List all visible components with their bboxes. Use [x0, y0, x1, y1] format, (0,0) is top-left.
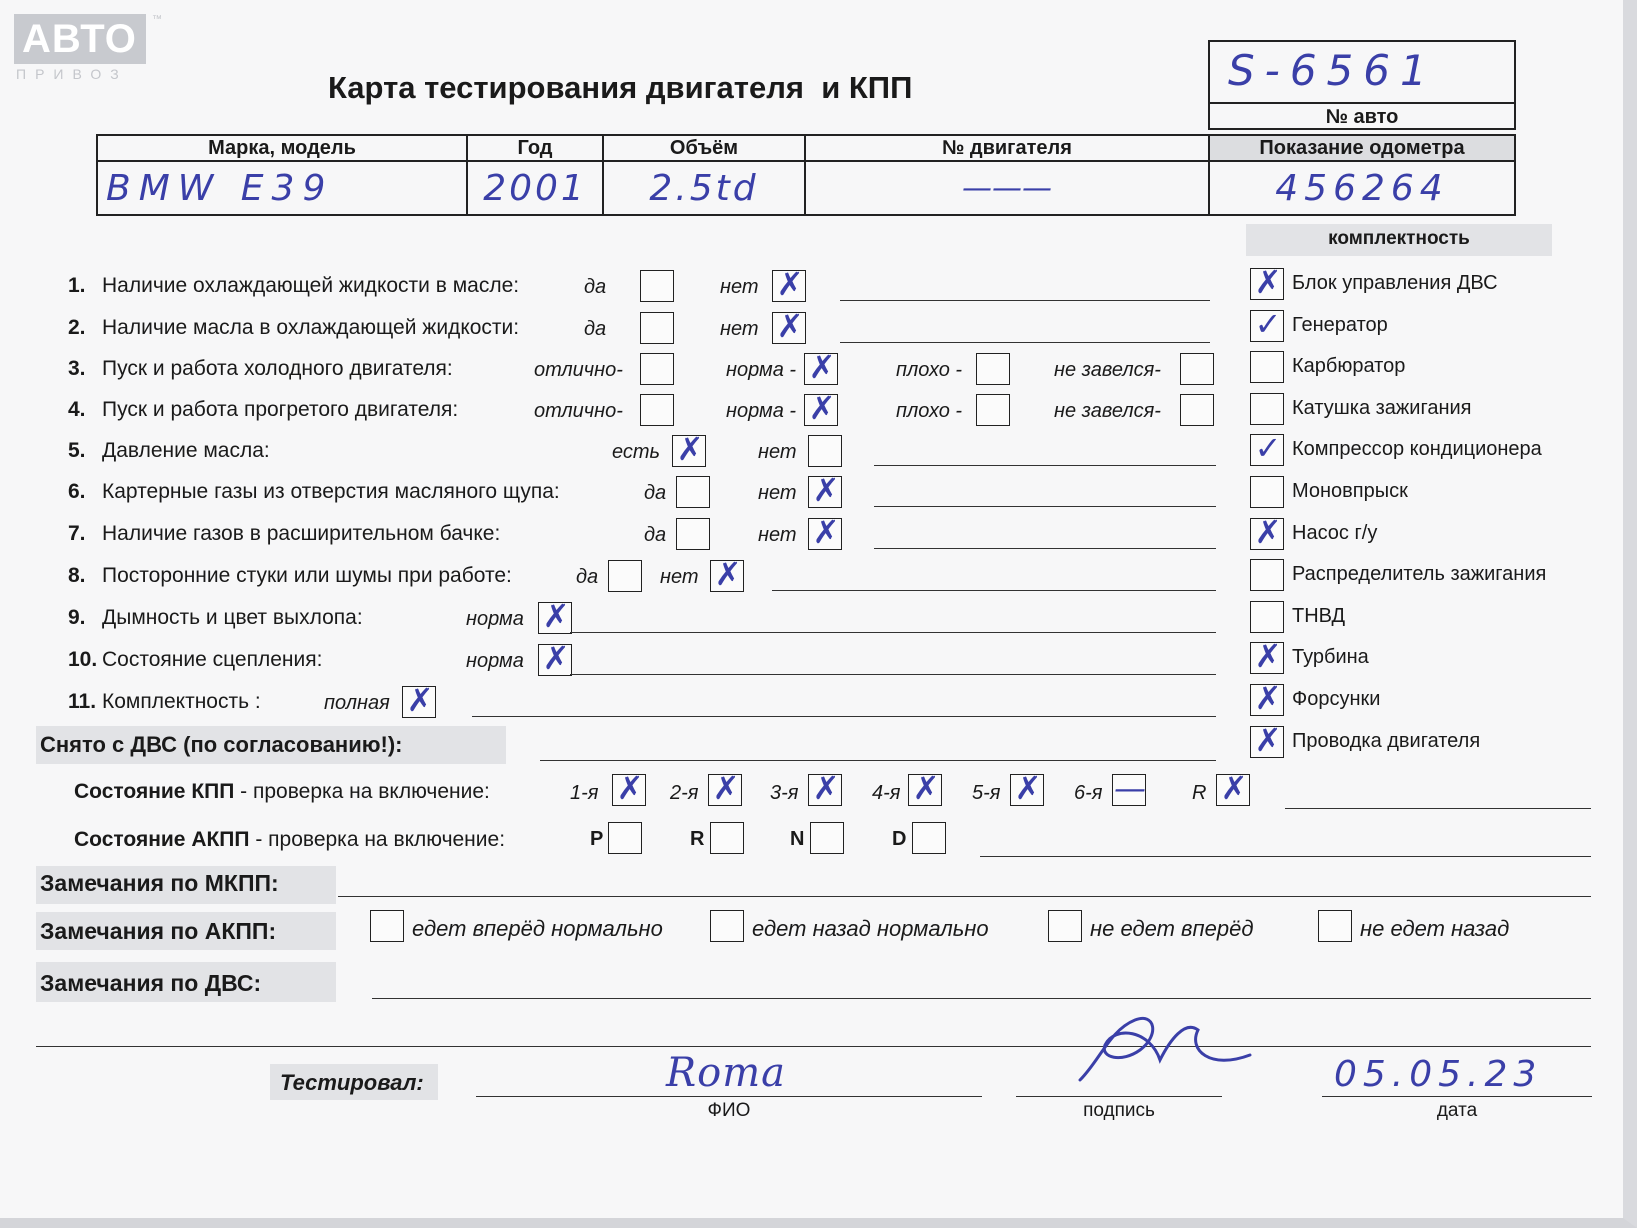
completeness-checkbox[interactable]	[1250, 429, 1284, 468]
value-volume: 2.5td	[603, 161, 805, 215]
completeness-item-label: Турбина	[1292, 646, 1369, 669]
completeness-item-label: Форсунки	[1292, 688, 1381, 710]
mode-checkbox[interactable]	[710, 822, 744, 854]
auto-number-box	[1208, 40, 1516, 130]
question-option-label: нет	[758, 482, 797, 504]
completeness-checkbox[interactable]	[1250, 601, 1284, 633]
gear-checkbox[interactable]	[708, 769, 742, 807]
akpp-remark-checkbox[interactable]	[1318, 910, 1352, 942]
gear-label: 4-я	[872, 782, 901, 804]
question-text: Наличие охлаждающей жидкости в масле:	[102, 274, 520, 297]
removed-label: Снято с ДВС (по согласованию!):	[40, 732, 403, 757]
completeness-checkbox-mark: ✗	[1254, 263, 1282, 301]
question-option-checkbox[interactable]	[1180, 394, 1214, 426]
question-answer-line	[874, 506, 1216, 507]
question-option-label: плохо -	[896, 400, 963, 422]
gear-label: 2-я	[670, 782, 699, 804]
completeness-item-label: Компрессор кондиционера	[1292, 438, 1542, 461]
mode-label: R	[690, 828, 705, 850]
completeness-item-label: Моновпрыск	[1292, 480, 1408, 502]
question-option-checkbox[interactable]	[976, 353, 1010, 385]
gear-checkbox[interactable]	[808, 769, 842, 807]
question-option-label: нет	[660, 566, 699, 588]
question-option-label: есть	[612, 441, 661, 463]
question-option-checkbox-mark: ✗	[776, 265, 804, 303]
col-header-odometer: Показание одометра	[1209, 135, 1515, 161]
question-text: Давление масла:	[102, 439, 270, 462]
col-header-volume: Объём	[603, 135, 805, 161]
logo-sub: ПРИВОЗ	[16, 66, 128, 82]
question-number: 7.	[68, 522, 86, 545]
question-answer-line	[570, 632, 1216, 633]
question-option-label: отлично-	[534, 359, 623, 381]
gear-label: 6-я	[1074, 782, 1103, 804]
signature-line	[1016, 1096, 1222, 1097]
question-option-checkbox[interactable]	[772, 307, 806, 345]
question-option-checkbox[interactable]	[672, 430, 706, 468]
question-text: Состояние сцепления:	[102, 648, 323, 671]
question-option-checkbox-mark: ✗	[676, 430, 704, 468]
question-option-label: не завелся-	[1054, 400, 1161, 422]
completeness-item-label: Катушка зажигания	[1292, 396, 1472, 419]
question-number: 10.	[68, 648, 98, 671]
question-option-checkbox[interactable]	[804, 389, 838, 427]
completeness-checkbox-mark: ✗	[1254, 512, 1282, 551]
question-answer-line	[874, 548, 1216, 549]
gear-checkbox[interactable]	[1112, 769, 1146, 807]
question-option-checkbox-mark: ✗	[808, 348, 836, 386]
gear-checkbox-mark: ✗	[712, 769, 740, 807]
question-answer-line	[840, 300, 1210, 301]
completeness-checkbox[interactable]	[1250, 559, 1284, 591]
value-engine-number: ———	[805, 161, 1209, 215]
remarks-mkpp-label: Замечания по МКПП:	[40, 870, 279, 896]
question-text: Пуск и работа холодного двигателя:	[102, 357, 453, 380]
question-option-checkbox-mark: ✗	[812, 513, 840, 551]
completeness-item-label: ТНВД	[1292, 604, 1346, 627]
value-year: 2001	[467, 161, 603, 215]
question-option-checkbox[interactable]	[640, 394, 674, 426]
tester-name: Roma	[666, 1050, 786, 1096]
question-option-label: да	[584, 318, 607, 340]
question-option-checkbox[interactable]	[808, 513, 842, 551]
gear-label: 5-я	[972, 782, 1001, 804]
question-number: 6.	[68, 480, 86, 503]
question-answer-line	[840, 342, 1210, 343]
akpp-remark-label: едет назад нормально	[752, 916, 989, 941]
question-option-label: да	[584, 276, 607, 298]
question-option-checkbox[interactable]	[538, 597, 572, 635]
test-date: 05.05.23	[1334, 1054, 1543, 1095]
gear-checkbox[interactable]	[1010, 769, 1044, 807]
question-option-label: норма	[466, 650, 524, 672]
question-number: 5.	[68, 439, 86, 462]
question-option-checkbox[interactable]	[1180, 353, 1214, 385]
question-text: Наличие масла в охлаждающей жидкости:	[102, 316, 520, 339]
question-option-label: норма	[466, 608, 524, 630]
gear-label: 1-я	[570, 782, 599, 804]
remarks-dvs-label: Замечания по ДВС:	[40, 970, 262, 996]
value-model: BMW E39	[97, 161, 467, 215]
gear-checkbox-mark: ✗	[812, 769, 840, 807]
name-line	[476, 1096, 982, 1097]
name-caption: ФИО	[707, 1100, 751, 1121]
completeness-checkbox[interactable]	[1250, 476, 1284, 508]
value-odometer: 456264	[1209, 161, 1515, 215]
akpp-remark-checkbox[interactable]	[1048, 910, 1082, 942]
completeness-checkbox[interactable]	[1250, 304, 1284, 343]
remarks-dvs-line-2	[36, 1046, 1591, 1047]
completeness-title: комплектность	[1328, 228, 1470, 249]
mode-checkbox[interactable]	[608, 822, 642, 854]
manual-gearbox-label	[74, 780, 490, 804]
question-number: 8.	[68, 564, 86, 587]
question-option-checkbox-mark: ✗	[808, 389, 836, 427]
gear-checkbox[interactable]	[612, 769, 646, 807]
completeness-item-label: Насос г/у	[1292, 521, 1378, 544]
question-number: 4.	[68, 398, 86, 421]
question-option-checkbox[interactable]	[976, 394, 1010, 426]
auto-gearbox-label-rest: - проверка на включение:	[249, 828, 506, 851]
question-option-label: да	[644, 524, 667, 546]
question-option-label: плохо -	[896, 359, 963, 381]
question-option-checkbox-mark: ✗	[714, 555, 742, 593]
question-option-checkbox-mark: ✗	[406, 681, 434, 719]
question-option-checkbox[interactable]	[640, 353, 674, 385]
question-option-checkbox[interactable]	[808, 471, 842, 509]
question-option-checkbox-mark: ✗	[776, 307, 804, 345]
remarks-akpp-label: Замечания по АКПП:	[40, 918, 277, 944]
question-option-label: нет	[758, 524, 797, 546]
question-text: Картерные газы из отверстия масляного щупа:	[102, 480, 560, 503]
logo	[14, 14, 162, 84]
question-option-checkbox[interactable]	[640, 312, 674, 344]
manual-gearbox-line	[1285, 808, 1591, 809]
signature	[1060, 1000, 1260, 1096]
gear-label: 3-я	[770, 782, 799, 804]
mode-label: P	[590, 828, 604, 850]
date-line	[1322, 1096, 1592, 1097]
logo-tm: ™	[152, 14, 162, 25]
akpp-remark-label: не едет назад	[1360, 916, 1510, 941]
question-option-checkbox[interactable]	[402, 681, 436, 719]
question-answer-line	[472, 716, 1216, 717]
completeness-checkbox-mark: ✗	[1254, 679, 1282, 717]
logo-main: АВТО	[14, 14, 146, 64]
page-title: Карта тестирования двигателя и КПП	[328, 70, 913, 105]
auto-gearbox-line	[980, 856, 1591, 857]
auto-number-label: № авто	[1210, 102, 1514, 130]
question-option-checkbox[interactable]	[808, 435, 842, 467]
question-text: Наличие газов в расширительном бачке:	[102, 522, 501, 545]
completeness-item-label: Блок управления ДВС	[1292, 272, 1498, 294]
question-option-label: да	[644, 482, 667, 504]
question-option-checkbox[interactable]	[804, 348, 838, 386]
mode-checkbox[interactable]	[912, 822, 946, 854]
col-header-model: Марка, модель	[97, 135, 467, 161]
akpp-remark-label: едет вперёд нормально	[412, 916, 663, 941]
completeness-checkbox-mark: ✗	[1254, 637, 1282, 676]
question-option-checkbox[interactable]	[608, 560, 642, 592]
completeness-checkbox[interactable]	[1250, 512, 1284, 551]
signature-caption: подпись	[1083, 1100, 1155, 1121]
gear-checkbox-mark: ✗	[912, 769, 940, 807]
question-number: 1.	[68, 274, 86, 297]
question-option-checkbox-mark: ✗	[542, 639, 570, 677]
completeness-checkbox[interactable]	[1250, 679, 1284, 717]
gear-checkbox-mark: ✗	[616, 769, 644, 807]
completeness-checkbox[interactable]	[1250, 351, 1284, 383]
gear-checkbox[interactable]	[908, 769, 942, 807]
akpp-remark-checkbox[interactable]	[710, 910, 744, 942]
question-option-label: нет	[758, 441, 797, 463]
completeness-checkbox[interactable]	[1250, 637, 1284, 676]
auto-number-value: S-6561	[1228, 46, 1437, 95]
completeness-checkbox[interactable]	[1250, 393, 1284, 425]
completeness-item-label: Карбюратор	[1292, 355, 1406, 378]
question-option-checkbox[interactable]	[640, 270, 674, 302]
completeness-item-label: Генератор	[1292, 313, 1388, 336]
auto-gearbox-label-bold: Состояние АКПП	[74, 828, 250, 851]
question-option-checkbox[interactable]	[538, 639, 572, 677]
mode-label: D	[892, 828, 907, 850]
date-caption: дата	[1436, 1100, 1478, 1121]
remarks-dvs-line	[372, 998, 1591, 999]
question-text: Комплектность :	[102, 690, 261, 713]
question-option-label: не завелся-	[1054, 359, 1161, 381]
question-answer-line	[874, 465, 1216, 466]
question-number: 3.	[68, 357, 86, 380]
mode-checkbox[interactable]	[810, 822, 844, 854]
question-number: 9.	[68, 606, 86, 629]
completeness-checkbox-mark: ✓	[1254, 429, 1282, 468]
manual-gearbox-label-rest: - проверка на включение:	[234, 780, 490, 803]
question-option-checkbox-mark: ✗	[542, 597, 570, 635]
completeness-item-label: Распределитель зажигания	[1292, 563, 1547, 586]
removed-line	[540, 760, 1216, 761]
auto-gearbox-label	[74, 828, 505, 852]
question-text: Пуск и работа прогретого двигателя:	[102, 398, 459, 421]
gear-checkbox-mark: —	[1114, 769, 1146, 807]
question-option-label: полная	[324, 692, 390, 714]
question-answer-line	[772, 590, 1216, 591]
question-number: 11.	[68, 690, 97, 713]
question-option-checkbox[interactable]	[676, 476, 710, 508]
question-option-checkbox[interactable]	[710, 555, 744, 593]
question-option-checkbox[interactable]	[676, 518, 710, 550]
question-option-label: да	[576, 566, 599, 588]
question-option-checkbox-mark: ✗	[812, 471, 840, 509]
completeness-checkbox[interactable]	[1250, 263, 1284, 301]
col-header-engine-number: № двигателя	[805, 135, 1209, 161]
col-header-year: Год	[467, 135, 603, 161]
gear-checkbox[interactable]	[1216, 769, 1250, 807]
question-option-label: отлично-	[534, 400, 623, 422]
completeness-checkbox[interactable]	[1250, 720, 1284, 759]
question-option-label: нет	[720, 318, 759, 340]
tested-label: Тестировал:	[280, 1070, 424, 1095]
question-option-label: норма -	[726, 359, 797, 381]
question-option-label: норма -	[726, 400, 797, 422]
gear-label: R	[1192, 782, 1207, 804]
question-option-label: нет	[720, 276, 759, 298]
completeness-item-label: Проводка двигателя	[1292, 729, 1481, 752]
completeness-checkbox-mark: ✓	[1254, 304, 1282, 343]
vehicle-table	[96, 134, 1516, 216]
akpp-remark-label: не едет вперёд	[1090, 916, 1254, 941]
mode-label: N	[790, 828, 805, 850]
manual-gearbox-label-bold: Состояние КПП	[74, 780, 235, 803]
question-text: Дымность и цвет выхлопа:	[102, 606, 363, 629]
akpp-remark-checkbox[interactable]	[370, 910, 404, 942]
question-text: Посторонние стуки или шумы при работе:	[102, 564, 512, 587]
question-option-checkbox[interactable]	[772, 265, 806, 303]
remarks-mkpp-line	[338, 896, 1591, 897]
question-number: 2.	[68, 316, 86, 339]
question-answer-line	[570, 674, 1216, 675]
gear-checkbox-mark: ✗	[1220, 769, 1248, 807]
completeness-checkbox-mark: ✗	[1254, 720, 1282, 759]
gear-checkbox-mark: ✗	[1014, 769, 1042, 807]
